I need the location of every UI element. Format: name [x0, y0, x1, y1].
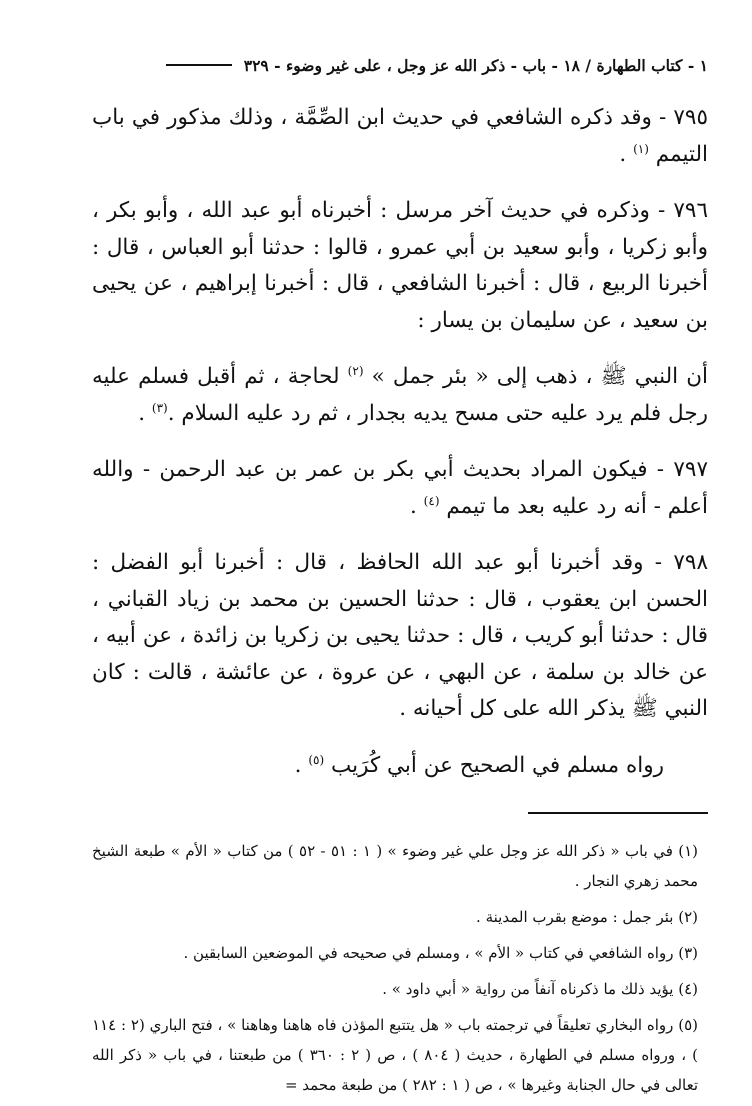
- paragraph-796-text: ٧٩٦ - وذكره في حديث آخر مرسل : أخبرناه أبو عبد الله ، وأبو بكر ، وأبو زكريا ، وأبو سعيد بن أبي عمرو ، قالوا : حدثنا أبو العباس ، قال : أخبرنا الربيع ، قال : أخبرنا الشافعي ، قال : أخبرنا إبراهيم ، عن يحيى بن سعيد ، عن سليمان بن يسار :: [92, 198, 708, 333]
- hadith-text-before: أن النبي ﷺ ، ذهب إلى « بئر جمل »: [371, 364, 709, 389]
- footnotes: [92, 836, 708, 1100]
- riwaya-tail: .: [294, 752, 309, 778]
- running-head: ١ - كتاب الطهارة / ١٨ - باب - ذكر الله عز وجل ، على غير وضوء - ٣٢٩: [243, 55, 708, 75]
- paragraph-798: [92, 545, 708, 728]
- paragraph-795-text: ٧٩٥ - وقد ذكره الشافعي في حديث ابن الصِّمَّة ، وذلك مذكور في باب التيمم: [92, 105, 708, 167]
- footnote-3: (٣) رواه الشافعي في كتاب « الأم » ، ومسلم في صحيحه في الموضعين السابقين .: [183, 944, 698, 962]
- paragraph-795-tail: .: [619, 141, 634, 167]
- paragraph-796: [92, 193, 708, 339]
- hadith-text-mid: لحاجة ، ثم أقبل فسلم عليه رجل فلم يرد عليه حتى مسح يديه بجدار ، ثم رد عليه السلام .: [92, 364, 708, 426]
- riwaya-text: رواه مسلم في الصحيح عن أبي كُرَيب: [330, 752, 664, 778]
- footnote-separator: [528, 812, 708, 814]
- footnote-ref-5: (٥): [308, 752, 325, 767]
- footnote-ref-1: (١): [633, 141, 649, 156]
- header-rule: [166, 64, 232, 66]
- paragraph-798-text: ٧٩٨ - وقد أخبرنا أبو عبد الله الحافظ ، قال : أخبرنا أبو الفضل : الحسن ابن يعقوب ، قال : حدثنا الحسين بن محمد بن زياد القباني ، قال : حدثنا أبو كريب ، قال : حدثنا يحيى بن زكريا بن زائدة ، عن أبيه ، عن خالد بن سلمة ، عن البهي ، عن عروة ، عن عائشة ، قالت : كان النبي ﷺ يذكر الله على كل أحيانه .: [92, 550, 708, 721]
- footnote-ref-2: (٢): [347, 363, 364, 378]
- paragraph-797-tail: .: [410, 493, 424, 519]
- paragraph-795: [92, 100, 708, 173]
- footnote-ref-4: (٤): [423, 493, 440, 508]
- paragraph-796-hadith: [92, 359, 708, 432]
- paragraph-797: [92, 452, 708, 525]
- footnote-ref-3: (٣): [151, 400, 168, 415]
- paragraph-797-text: ٧٩٧ - فيكون المراد بحديث أبي بكر بن عمر بن عبد الرحمن - والله أعلم - أنه رد عليه بعد ما تيمم: [92, 457, 708, 519]
- book-page: [92, 52, 708, 1106]
- paragraph-798-riwaya: [92, 748, 708, 785]
- hadith-tail: .: [138, 400, 152, 426]
- page-header: [92, 52, 708, 78]
- main-text: [92, 100, 708, 784]
- footnote-2: (٢) بئر جمل : موضع بقرب المدينة .: [476, 908, 698, 926]
- footnote-5: (٥) رواه البخاري تعليقاً في ترجمته باب « هل يتتبع المؤذن فاه هاهنا وهاهنا » ، فتح الباري (٢ : ١١٤ ) ، ورواه مسلم في الطهارة ، حديث ( ٨٠٤ ) ، ص ( ٢ : ٣٦٠ ) من طبعتنا ، في باب « ذكر الله تعالى في حال الجنابة وغيرها » ، ص ( ١ : ٢٨٢ ) من طبعة محمد =: [92, 1016, 698, 1094]
- footnote-4: (٤) يؤيد ذلك ما ذكرناه آنفاً من رواية « أبي داود » .: [382, 980, 698, 998]
- footnote-1: (١) في باب « ذكر الله عز وجل علي غير وضوء » ( ١ : ٥١ - ٥٢ ) من كتاب « الأم » طبعة الشيخ محمد زهري النجار .: [92, 842, 699, 890]
